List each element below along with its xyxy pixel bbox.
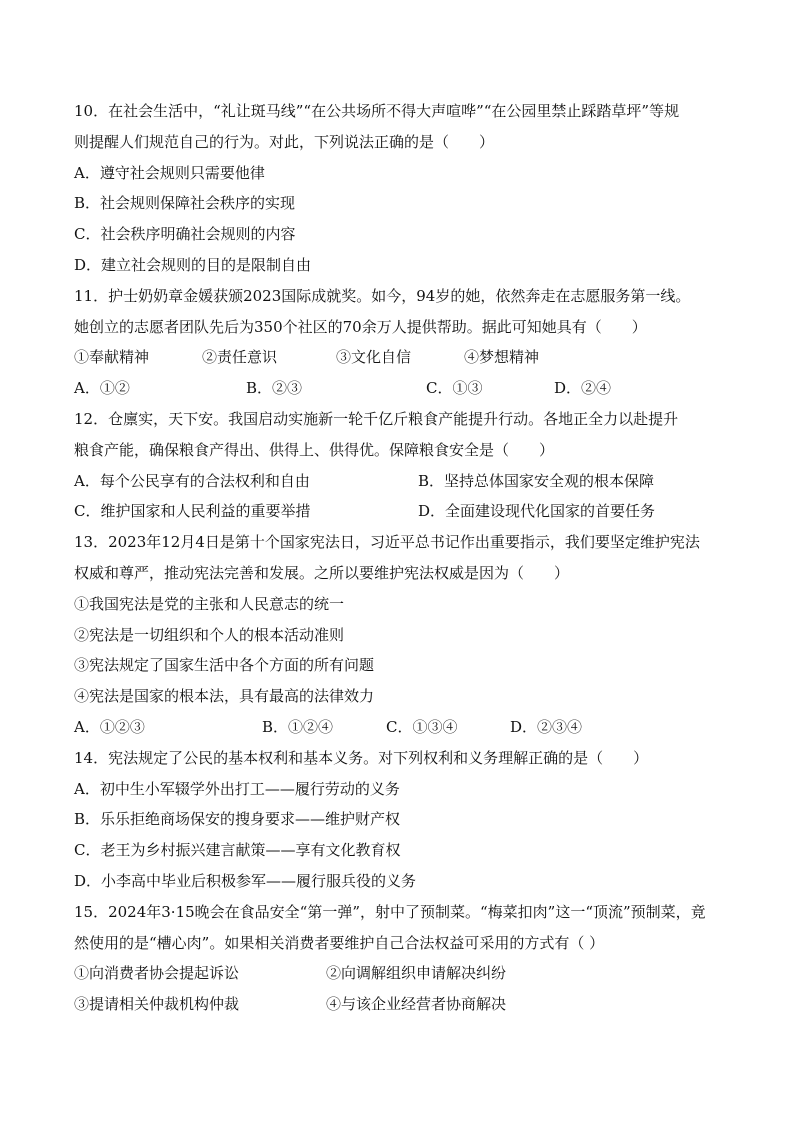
q14-option-c: C．老王为乡村振兴建言献策——享有文化教育权 xyxy=(74,841,401,860)
q15-stem-line1: 15．2024年3·15晚会在食品安全“第一弹”，射中了预制菜。“梅菜扣肉”这一“顶流”预制菜，竟 xyxy=(74,902,706,921)
q13-item-4: ④宪法是国家的根本法，具有最高的法律效力 xyxy=(74,687,375,706)
q13-option-b: B．①②④ xyxy=(262,717,334,736)
q11-option-c: C．①③ xyxy=(426,379,483,398)
q13-option-d: D．②③④ xyxy=(510,717,583,736)
q13-option-c: C．①③④ xyxy=(386,717,458,736)
q14-option-a: A．初中生小军辍学外出打工——履行劳动的义务 xyxy=(74,779,400,798)
q15-statements-34 xyxy=(74,989,724,1020)
q12-stem-line2: 粮食产能，确保粮食产得出、供得上、供得优。保障粮食安全是（ ） xyxy=(74,440,555,459)
q13-item-2: ②宪法是一切组织和个人的根本活动准则 xyxy=(74,625,345,644)
q13-options xyxy=(74,712,724,743)
q15-stem-line2: 然使用的是“槽心肉”。如果相关消费者要维护自己合法权益可采用的方式有（ ） xyxy=(74,933,605,952)
q11-item-1: ①奉献精神 xyxy=(74,348,150,367)
q11-stem-line1: 11．护士奶奶章金媛获颁2023国际成就奖。如今，94岁的她，依然奔走在志愿服务第一线。 xyxy=(74,286,691,305)
q10-option-a: A．遵守社会规则只需要他律 xyxy=(74,163,265,182)
q14-stem-line1: 14．宪法规定了公民的基本权利和基本义务。对下列权利和义务理解正确的是（ ） xyxy=(74,748,649,767)
q12-option-c: C．维护国家和人民利益的重要举措 xyxy=(74,502,311,521)
q11-item-3: ③文化自信 xyxy=(336,348,412,367)
q10-stem-line2: 则提醒人们规范自己的行为。对此，下列说法正确的是（ ） xyxy=(74,132,495,151)
q11-option-d: D．②④ xyxy=(554,379,612,398)
q10-stem-line1: 10．在社会生活中，“礼让斑马线”“在公共场所不得大声喧哗”“在公园里禁止踩踏草坪”等规 xyxy=(74,102,680,120)
q15-item-2: ②向调解组织申请解决纠纷 xyxy=(326,964,507,983)
q10-option-b: B．社会规则保障社会秩序的实现 xyxy=(74,194,296,213)
q15-item-3: ③提请相关仲裁机构仲裁 xyxy=(74,995,240,1014)
q13-item-3: ③宪法规定了国家生活中各个方面的所有问题 xyxy=(74,656,375,675)
q13-item-1: ①我国宪法是党的主张和人民意志的统一 xyxy=(74,594,345,613)
q11-item-4: ④梦想精神 xyxy=(464,348,540,367)
q12-option-d: D．全面建设现代化国家的首要任务 xyxy=(418,502,656,521)
q12-options-ab xyxy=(74,466,724,497)
q11-option-b: B．②③ xyxy=(246,379,303,398)
q13-stem-line2: 权威和尊严，推动宪法完善和发展。之所以要维护宪法权威是因为（ ） xyxy=(74,563,570,582)
q14-option-b: B．乐乐拒绝商场保安的搜身要求——维护财产权 xyxy=(74,810,401,829)
question-list xyxy=(74,96,724,1020)
q14-option-d: D．小李高中毕业后积极参军——履行服兵役的义务 xyxy=(74,871,417,890)
q11-stem-line2: 她创立的志愿者团队先后为350个社区的70余万人提供帮助。据此可知她具有（ ） xyxy=(74,317,647,336)
q15-item-1: ①向消费者协会提起诉讼 xyxy=(74,964,240,983)
q15-statements-12 xyxy=(74,958,724,989)
q15-item-4: ④与该企业经营者协商解决 xyxy=(326,995,507,1014)
q12-option-a: A．每个公民享有的合法权利和自由 xyxy=(74,471,310,490)
q12-options-cd xyxy=(74,496,724,527)
q10-option-d: D．建立社会规则的目的是限制自由 xyxy=(74,255,312,274)
q11-statements xyxy=(74,342,724,373)
q11-option-a: A．①② xyxy=(74,379,130,398)
q12-option-b: B．坚持总体国家安全观的根本保障 xyxy=(418,471,655,490)
q11-item-2: ②责任意识 xyxy=(202,348,278,367)
q13-stem-line1: 13．2023年12月4日是第十个国家宪法日，习近平总书记作出重要指示，我们要坚定维护宪法 xyxy=(74,533,700,552)
q12-stem-line1: 12．仓廪实，天下安。我国启动实施新一轮千亿斤粮食产能提升行动。各地正全力以赴提升 xyxy=(74,409,679,428)
q11-options xyxy=(74,373,724,404)
q13-option-a: A．①②③ xyxy=(74,717,145,736)
q10-option-c: C．社会秩序明确社会规则的内容 xyxy=(74,225,296,244)
